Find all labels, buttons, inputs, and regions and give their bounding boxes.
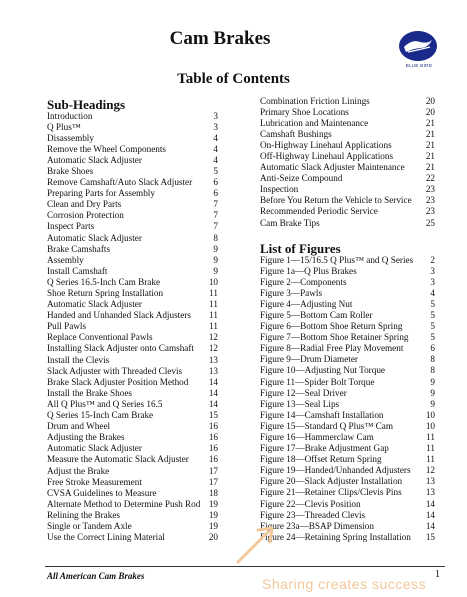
- toc-entry-page: 19: [208, 520, 218, 531]
- toc-entry[interactable]: [47, 399, 218, 410]
- toc-entry[interactable]: [47, 532, 218, 543]
- toc-entry-page: 21: [425, 162, 435, 173]
- figure-entry[interactable]: [260, 343, 435, 354]
- toc-entry[interactable]: [47, 510, 218, 521]
- toc-entry-label: Automatic Slack Adjuster: [47, 443, 142, 454]
- figure-entry[interactable]: [260, 288, 435, 299]
- figure-entry[interactable]: [260, 443, 435, 454]
- toc-entry-page: 16: [208, 454, 218, 465]
- figure-entry[interactable]: [260, 310, 435, 321]
- toc-entry[interactable]: [47, 388, 218, 399]
- toc-entry[interactable]: [260, 129, 435, 140]
- figure-entry-page: 11: [426, 454, 435, 465]
- figure-entry-page: 5: [430, 298, 435, 309]
- figure-entry-label: Figure 19—Handed/Unhanded Adjusters: [260, 465, 411, 476]
- toc-entry-label: Brake Shoes: [47, 165, 94, 176]
- figure-entry[interactable]: [260, 299, 435, 310]
- subheadings-continued-list: [260, 96, 435, 229]
- figure-entry-page: 5: [430, 332, 435, 343]
- toc-entry[interactable]: [47, 177, 218, 188]
- toc-entry[interactable]: [47, 332, 218, 343]
- figure-entry-page: 14: [425, 498, 435, 509]
- toc-entry[interactable]: [47, 210, 218, 221]
- toc-entry-page: 19: [208, 498, 218, 509]
- toc-entry[interactable]: [47, 499, 218, 510]
- figure-entry-page: 3: [430, 265, 435, 276]
- toc-entry-page: 17: [208, 465, 218, 476]
- toc-entry[interactable]: [47, 122, 218, 133]
- toc-entry-page: 3: [213, 121, 218, 132]
- figure-entry[interactable]: [260, 410, 435, 421]
- toc-entry-label: Install the Brake Shoes: [47, 387, 132, 398]
- toc-entry-label: Primary Shoe Locations: [260, 106, 349, 117]
- figure-entry-page: 13: [425, 487, 435, 498]
- figure-entry-page: 14: [425, 520, 435, 531]
- toc-entry-label: Anti-Seize Compound: [260, 173, 343, 184]
- toc-title: Table of Contents: [177, 71, 290, 87]
- toc-entry[interactable]: [47, 477, 218, 488]
- toc-entry-page: 22: [425, 173, 435, 184]
- toc-entry-page: 4: [213, 154, 218, 165]
- figure-entry-page: 12: [425, 465, 435, 476]
- toc-entry-page: 20: [208, 532, 218, 543]
- toc-entry-page: 10: [208, 276, 218, 287]
- figure-entry-page: 3: [430, 276, 435, 287]
- figure-entry[interactable]: [260, 277, 435, 288]
- toc-entry-label: Drum and Wheel: [47, 421, 111, 432]
- figure-entry-label: Figure 17—Brake Adjustment Gap: [260, 443, 389, 454]
- toc-entry[interactable]: [47, 443, 218, 454]
- figure-entry-label: Figure 7—Bottom Shoe Retainer Spring: [260, 332, 409, 343]
- figure-entry[interactable]: [260, 454, 435, 465]
- toc-entry[interactable]: [47, 421, 218, 432]
- toc-entry[interactable]: [260, 118, 435, 129]
- toc-entry[interactable]: [47, 199, 218, 210]
- figure-entry-page: 11: [426, 432, 435, 442]
- logo-text: BLUE BIRD: [405, 63, 433, 68]
- toc-entry-label: Shoe Return Spring Installation: [47, 288, 164, 298]
- toc-entry-label: Adjusting the Brakes: [47, 432, 125, 443]
- toc-entry[interactable]: [47, 266, 218, 277]
- toc-entry-label: Brake Slack Adjuster Position Method: [47, 376, 189, 387]
- toc-entry-label: Free Stroke Measurement: [47, 476, 142, 487]
- figure-entry-label: Figure 2—Components: [260, 276, 347, 287]
- figure-entry-label: Figure 5—Bottom Cam Roller: [260, 309, 373, 320]
- toc-entry-page: 9: [213, 265, 218, 276]
- toc-entry-page: 14: [208, 387, 218, 398]
- figure-entry[interactable]: [260, 266, 435, 277]
- toc-entry[interactable]: [260, 151, 435, 162]
- toc-entry[interactable]: [47, 521, 218, 532]
- toc-entry[interactable]: [260, 184, 435, 195]
- toc-entry-label: Automatic Slack Adjuster: [47, 299, 142, 310]
- toc-entry-page: 21: [425, 117, 435, 128]
- figure-entry-page: 4: [430, 287, 435, 298]
- toc-entry[interactable]: [260, 218, 435, 229]
- figure-entry-label: Figure 1—15/16.5 Q Plus™ and Q Series: [260, 254, 414, 265]
- toc-entry-label: Q Plus™: [47, 121, 81, 132]
- toc-entry-page: 25: [425, 217, 435, 228]
- toc-entry-label: Adjust the Brake: [47, 465, 110, 476]
- toc-entry[interactable]: [47, 432, 218, 443]
- toc-entry[interactable]: [47, 188, 218, 199]
- watermark-text: Sharing creates success: [262, 576, 427, 592]
- toc-entry-label: Inspect Parts: [47, 221, 95, 232]
- figure-entry-page: 8: [430, 365, 435, 376]
- figures-heading: List of Figures: [260, 241, 341, 256]
- figure-entry-page: 9: [430, 376, 435, 387]
- figure-entry-label: Figure 21—Retainer Clips/Clevis Pins: [260, 487, 402, 498]
- toc-entry-page: 20: [425, 106, 435, 117]
- figure-entry[interactable]: [260, 321, 435, 332]
- subheadings-list: [47, 111, 218, 544]
- toc-entry-page: 14: [208, 398, 218, 409]
- toc-entry-page: 12: [208, 332, 218, 343]
- toc-entry[interactable]: [260, 162, 435, 173]
- toc-entry-page: 3: [213, 110, 218, 121]
- toc-entry-label: Recommended Periodic Service: [260, 206, 378, 217]
- toc-entry-page: 13: [208, 365, 218, 376]
- figure-entry-label: Figure 12—Seal Driver: [260, 387, 347, 398]
- toc-entry-page: 17: [208, 476, 218, 487]
- toc-entry-page: 16: [208, 421, 218, 432]
- figure-entry-label: Figure 16—Hammerclaw Cam: [260, 432, 374, 442]
- figure-entry[interactable]: [260, 354, 435, 365]
- figure-entry-page: 6: [430, 343, 435, 354]
- toc-entry-label: Introduction: [47, 110, 93, 121]
- toc-entry[interactable]: [260, 96, 435, 107]
- toc-entry-page: 12: [208, 343, 218, 354]
- toc-entry[interactable]: [47, 299, 218, 310]
- toc-entry-label: Pull Pawls: [47, 321, 87, 332]
- toc-entry-label: Camshaft Bushings: [260, 128, 332, 139]
- figure-entry-label: Figure 1a—Q Plus Brakes: [260, 265, 357, 276]
- toc-entry-label: Remove Camshaft/Auto Slack Adjuster: [47, 177, 193, 188]
- toc-entry[interactable]: [47, 244, 218, 255]
- toc-entry-page: 21: [425, 128, 435, 139]
- toc-entry-label: Preparing Parts for Assembly: [47, 188, 155, 199]
- toc-entry-page: 7: [213, 210, 218, 221]
- toc-entry-label: Before You Return the Vehicle to Service: [260, 195, 412, 206]
- toc-entry-label: CVSA Guidelines to Measure: [47, 487, 157, 498]
- footer-divider: [45, 566, 445, 567]
- figure-entry-label: Figure 15—Standard Q Plus™ Cam: [260, 420, 394, 431]
- figure-entry-label: Figure 6—Bottom Shoe Return Spring: [260, 321, 403, 332]
- toc-entry[interactable]: [47, 221, 218, 232]
- toc-entry-page: 19: [208, 509, 218, 520]
- toc-entry-page: 6: [213, 177, 218, 188]
- toc-entry-label: Automatic Slack Adjuster: [47, 232, 142, 243]
- figure-entry-page: 9: [430, 398, 435, 409]
- toc-entry[interactable]: [47, 310, 218, 321]
- toc-entry-label: Clean and Dry Parts: [47, 199, 122, 210]
- figure-entry-label: Figure 14—Camshaft Installation: [260, 409, 384, 420]
- figure-entry-page: 5: [430, 309, 435, 320]
- toc-entry[interactable]: [260, 206, 435, 217]
- toc-entry-page: 11: [209, 288, 218, 298]
- document-title: Cam Brakes: [169, 28, 271, 49]
- toc-entry[interactable]: [47, 343, 218, 354]
- figure-entry-page: 9: [430, 387, 435, 398]
- toc-entry-label: Disassembly: [47, 132, 94, 143]
- toc-entry[interactable]: [47, 410, 218, 421]
- figure-entry-page: 14: [425, 509, 435, 520]
- toc-entry-page: 8: [213, 232, 218, 243]
- toc-entry-page: 14: [208, 376, 218, 387]
- toc-entry-label: Measure the Automatic Slack Adjuster: [47, 454, 189, 465]
- toc-entry-label: Use the Correct Lining Material: [47, 532, 165, 543]
- toc-entry-page: 7: [213, 199, 218, 210]
- figure-entry-page: 2: [430, 254, 435, 265]
- toc-entry-label: Assembly: [47, 254, 84, 265]
- figure-entry[interactable]: [260, 499, 435, 510]
- figure-entry[interactable]: [260, 365, 435, 376]
- figure-entry-page: 11: [426, 443, 435, 454]
- toc-entry-label: Handed and Unhanded Slack Adjusters: [47, 310, 191, 321]
- figure-entry-page: 13: [425, 476, 435, 487]
- toc-entry[interactable]: [47, 321, 218, 332]
- figure-entry-label: Figure 20—Slack Adjuster Installation: [260, 476, 403, 487]
- toc-entry-label: Automatic Slack Adjuster Maintenance: [260, 162, 405, 173]
- toc-entry[interactable]: [47, 366, 218, 377]
- toc-entry-page: 21: [425, 139, 435, 150]
- toc-entry-page: 16: [208, 432, 218, 443]
- toc-entry[interactable]: [47, 288, 218, 299]
- page-number: 1: [435, 569, 440, 580]
- toc-entry-page: 20: [425, 95, 435, 106]
- toc-entry-label: Alternate Method to Determine Push Rod: [47, 498, 201, 509]
- figure-entry-label: Figure 23a—BSAP Dimension: [260, 520, 374, 531]
- toc-entry[interactable]: [47, 488, 218, 499]
- figure-entry[interactable]: [260, 476, 435, 487]
- figure-entry-label: Figure 22—Clevis Position: [260, 498, 361, 509]
- toc-entry-page: 11: [209, 310, 218, 321]
- toc-entry-page: 23: [425, 195, 435, 206]
- toc-entry-page: 16: [208, 443, 218, 454]
- toc-entry[interactable]: [47, 155, 218, 166]
- toc-entry[interactable]: [260, 195, 435, 206]
- toc-entry-page: 21: [425, 150, 435, 161]
- figure-entry[interactable]: [260, 332, 435, 343]
- figure-entry-label: Figure 8—Radial Free Play Movement: [260, 343, 404, 354]
- figure-entry-label: Figure 24—Retaining Spring Installation: [260, 531, 411, 542]
- toc-entry-label: Replace Conventional Pawls: [47, 332, 153, 343]
- toc-entry-page: 9: [213, 254, 218, 265]
- toc-entry[interactable]: [47, 355, 218, 366]
- footer-title: All American Cam Brakes: [47, 571, 145, 581]
- figures-list: [260, 255, 435, 543]
- toc-entry-page: 23: [425, 184, 435, 195]
- toc-entry-label: Slack Adjuster with Threaded Clevis: [47, 365, 183, 376]
- toc-entry-label: All Q Plus™ and Q Series 16.5: [47, 398, 163, 409]
- figure-entry[interactable]: [260, 465, 435, 476]
- toc-entry-label: Single or Tandem Axle: [47, 520, 132, 531]
- toc-entry-page: 13: [208, 354, 218, 365]
- toc-entry[interactable]: [47, 233, 218, 244]
- figure-entry-label: Figure 11—Spider Bolt Torque: [260, 376, 375, 387]
- figure-entry-page: 10: [425, 409, 435, 420]
- figure-entry-label: Figure 9—Drum Diameter: [260, 354, 358, 365]
- figure-entry-label: Figure 3—Pawls: [260, 287, 323, 298]
- toc-entry[interactable]: [47, 111, 218, 122]
- figure-entry[interactable]: [260, 487, 435, 498]
- toc-entry[interactable]: [47, 255, 218, 266]
- figure-entry-page: 10: [425, 420, 435, 431]
- figure-entry[interactable]: [260, 421, 435, 432]
- toc-entry-page: 11: [209, 321, 218, 332]
- figure-entry[interactable]: [260, 432, 435, 443]
- toc-entry-label: Lubrication and Maintenance: [260, 117, 369, 128]
- toc-entry-page: 18: [208, 487, 218, 498]
- figure-entry[interactable]: [260, 399, 435, 410]
- toc-entry-label: Install Camshaft: [47, 265, 108, 276]
- toc-entry-label: Q Series 16.5-Inch Cam Brake: [47, 276, 161, 287]
- subheadings-heading: Sub-Headings: [47, 97, 126, 112]
- figure-entry[interactable]: [260, 255, 435, 266]
- toc-entry[interactable]: [47, 166, 218, 177]
- toc-entry[interactable]: [47, 133, 218, 144]
- watermark-arrow-icon: [228, 512, 288, 572]
- toc-entry-page: 5: [213, 165, 218, 176]
- toc-entry-page: 23: [425, 206, 435, 217]
- figure-entry-label: Figure 18—Offset Return Spring: [260, 454, 382, 465]
- toc-entry-label: Combination Friction Linings: [260, 95, 370, 106]
- figure-entry-label: Figure 10—Adjusting Nut Torque: [260, 365, 385, 376]
- toc-entry[interactable]: [47, 144, 218, 155]
- toc-entry-label: Off-Highway Linehaul Applications: [260, 150, 394, 161]
- toc-entry[interactable]: [47, 277, 218, 288]
- toc-entry-label: Remove the Wheel Components: [47, 143, 166, 154]
- figure-entry-label: Figure 23—Threaded Clevis: [260, 509, 366, 520]
- toc-entry-label: Q Series 15-Inch Cam Brake: [47, 410, 154, 421]
- toc-entry-label: Automatic Slack Adjuster: [47, 154, 142, 165]
- toc-entry-page: 6: [213, 188, 218, 199]
- figure-entry-page: 5: [430, 321, 435, 332]
- toc-entry-label: Brake Camshafts: [47, 243, 111, 254]
- toc-entry-label: Cam Brake Tips: [260, 217, 320, 228]
- toc-entry-label: Install the Clevis: [47, 354, 110, 365]
- figure-entry-label: Figure 4—Adjusting Nut: [260, 298, 353, 309]
- figure-entry-label: Figure 13—Seal Lips: [260, 398, 340, 409]
- toc-entry-page: 9: [213, 243, 218, 254]
- figure-entry-page: 8: [430, 354, 435, 365]
- toc-entry-label: Inspection: [260, 184, 299, 195]
- toc-entry-page: 4: [213, 132, 218, 143]
- figure-entry[interactable]: [260, 377, 435, 388]
- toc-entry[interactable]: [260, 107, 435, 118]
- figure-entry-page: 15: [425, 531, 435, 542]
- toc-entry-label: Installing Slack Adjuster onto Camshaft: [47, 343, 194, 354]
- toc-entry[interactable]: [47, 466, 218, 477]
- toc-entry-page: 15: [208, 410, 218, 421]
- toc-entry-page: 7: [213, 221, 218, 232]
- toc-entry-label: On-Highway Linehaul Applications: [260, 139, 392, 150]
- toc-entry[interactable]: [260, 173, 435, 184]
- toc-entry[interactable]: [260, 140, 435, 151]
- toc-entry-page: 11: [209, 299, 218, 310]
- toc-entry-label: Corrosion Protection: [47, 210, 124, 221]
- toc-entry-label: Relining the Brakes: [47, 509, 120, 520]
- figure-entry[interactable]: [260, 388, 435, 399]
- toc-entry[interactable]: [47, 377, 218, 388]
- toc-entry-page: 4: [213, 143, 218, 154]
- toc-entry[interactable]: [47, 454, 218, 465]
